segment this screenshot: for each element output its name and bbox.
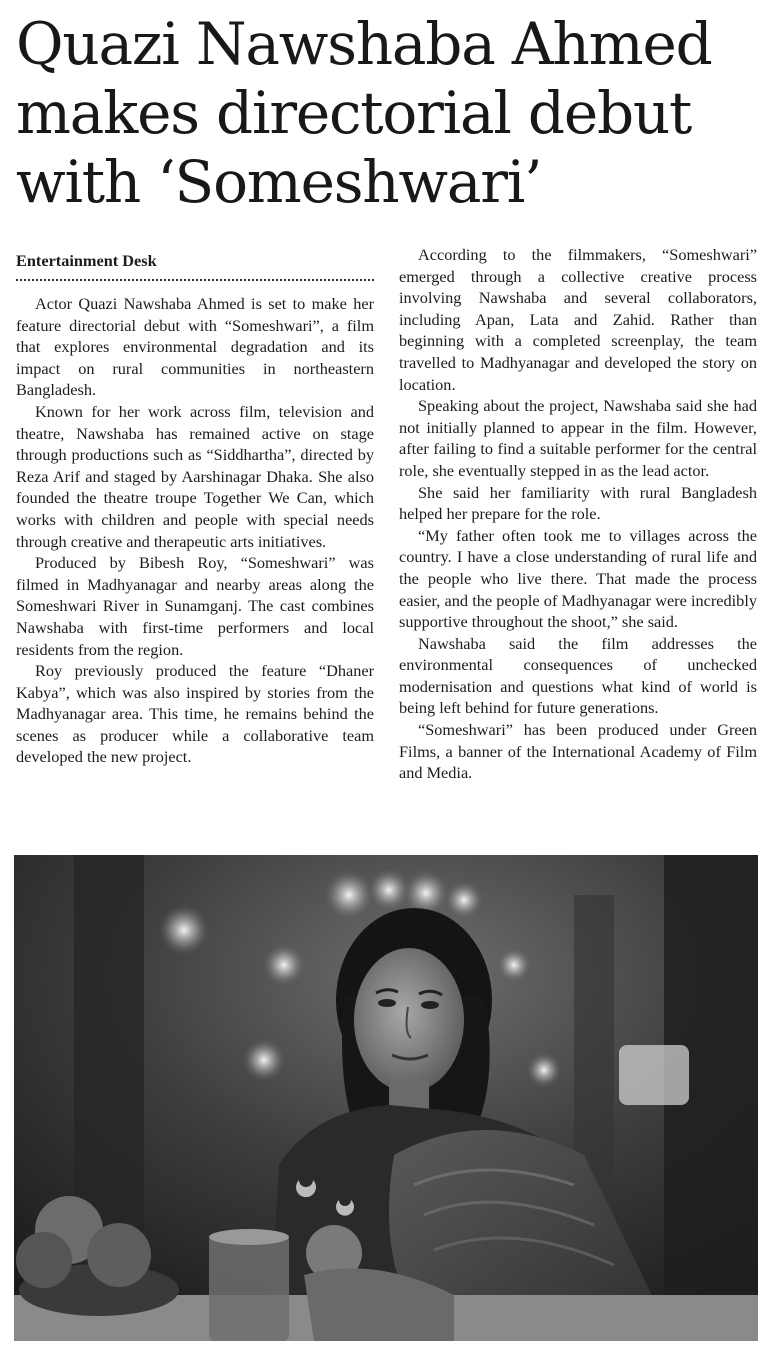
article-column-right xyxy=(399,245,757,784)
headline-line-1: Quazi Nawshaba Ahmed xyxy=(16,10,712,78)
byline-divider xyxy=(16,277,374,281)
paragraph: Roy previously produced the feature “Dhaner Kabya”, which was also inspired by stories from the Madhyanagar area. This time, he remains behind the scenes as producer while a collaborative team developed the new project. xyxy=(16,661,374,767)
paragraph: She said her familiarity with rural Bangladesh helped her prepare for the role. xyxy=(399,482,757,524)
article-column-left xyxy=(16,250,374,768)
paragraph: “Someshwari” has been produced under Green Films, a banner of the International Academy of Film and Media. xyxy=(399,720,757,783)
film-still-photo xyxy=(14,855,758,1341)
paragraph: Produced by Bibesh Roy, “Someshwari” was filmed in Madhyanagar and nearby areas along the Someshwari River in Sunamganj. The cast combines Nawshaba with first-time performers and local residents from the region. xyxy=(16,553,374,659)
paragraph: Speaking about the project, Nawshaba said she had not initially planned to appear in the film. However, after failing to find a suitable performer for the central role, she eventually stepped in as the lead actor. xyxy=(399,396,757,480)
headline-line-2: makes directorial debut xyxy=(16,79,692,147)
byline: Entertainment Desk xyxy=(16,251,157,270)
paragraph: Nawshaba said the film addresses the environmental consequences of unchecked modernisation and questions what kind of world is being left behind for future generations. xyxy=(399,633,757,718)
paragraph: Known for her work across film, television and theatre, Nawshaba has remained active on stage through productions such as “Siddhartha”, directed by Reza Arif and staged by Aarshinagar Dhaka. She also founded the theatre troupe Together We Can, which works with children and people with special needs through creative and therapeutic arts initiatives. xyxy=(16,401,374,551)
headline xyxy=(16,10,761,217)
paragraph: Actor Quazi Nawshaba Ahmed is set to make her feature directorial debut with “Someshwari”, a film that explores environmental degradation and its impact on rural communities in northeastern Bangladesh. xyxy=(16,294,374,400)
paragraph: “My father often took me to villages across the country. I have a close understanding of rural life and the people who live there. That made the process easier, and the people of Madhyanagar were incredibly supportive throughout the shoot,” she said. xyxy=(399,525,757,632)
film-still-image xyxy=(14,855,758,1341)
paragraph: According to the filmmakers, “Someshwari” emerged through a collective creative process involving Nawshaba and several collaborators, including Apan, Lata and Zahid. Rather than beginning with a completed screenplay, the team travelled to Madhyanagar and developed the story on location. xyxy=(399,245,757,394)
headline-line-3: with ‘Someshwari’ xyxy=(16,148,542,216)
